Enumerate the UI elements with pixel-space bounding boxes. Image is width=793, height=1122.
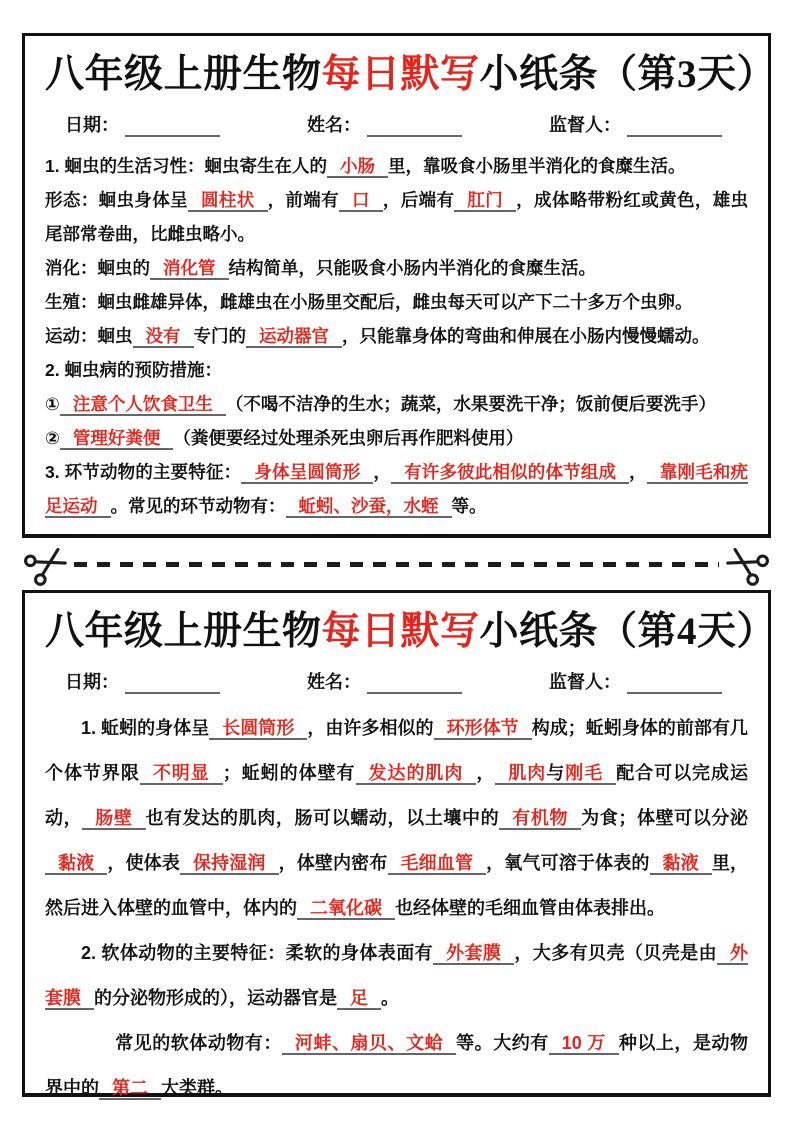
text-run: 。常见的环节动物有：: [110, 495, 286, 516]
answer-text: 消化管: [163, 257, 216, 278]
cut-line: [74, 562, 719, 567]
paragraph: [45, 251, 748, 285]
answer-text: 刚毛: [565, 762, 604, 783]
text-run: ，前端有: [267, 189, 340, 210]
text-run: 1. 蛔虫的生活习性：蛔虫寄生在人的: [45, 155, 327, 176]
scissors-icon: [715, 533, 777, 595]
fill-in-blank-answer: [99, 1078, 161, 1100]
day3-title: [45, 52, 777, 99]
answer-text: 小肠: [339, 155, 375, 176]
text-run: 常见的软体动物有：: [115, 1032, 282, 1053]
day4-body: [45, 706, 748, 1111]
answer-text: 长圆筒形: [222, 717, 295, 738]
answer-text: 二氧化碳: [310, 897, 382, 918]
paragraph: [45, 421, 748, 455]
text-run: 1. 蚯蚓的身体呈: [81, 717, 210, 738]
day3-fields-row: [45, 109, 748, 137]
fill-in-blank-answer: [286, 496, 452, 518]
fill-in-blank-answer: [388, 853, 487, 875]
text-run: 。: [381, 987, 399, 1008]
day4-card: [22, 590, 777, 1098]
fill-in-blank-answer: [60, 394, 226, 416]
fill-in-blank-answer: [650, 853, 712, 875]
title-suffix: 小纸条（第4天）: [479, 610, 777, 653]
field-date: [65, 668, 220, 694]
title-highlight: 每日默写: [321, 53, 480, 96]
fill-in-blank-answer: [327, 156, 388, 178]
fill-in-blank-answer: [133, 326, 194, 348]
fill-in-blank-answer: [391, 462, 629, 484]
text-run: 也有发达的肌肉，肠可以蠕动，以土壤中的: [145, 807, 500, 828]
text-run: 运动：蛔虫: [45, 325, 133, 346]
text-run: ；蚯蚓的体壁有: [222, 762, 356, 783]
answer-text: 运动器官: [259, 325, 329, 346]
field-label: 姓名：: [307, 114, 361, 135]
fill-in-blank-answer: [140, 763, 223, 785]
field-blank: [627, 674, 722, 694]
paragraph: [45, 1021, 748, 1111]
answer-text: 发达的肌肉: [368, 762, 464, 783]
answer-text: 肛门: [467, 189, 504, 210]
scissors-icon: [16, 533, 78, 595]
paragraph: [45, 387, 748, 421]
fill-in-blank-answer: [433, 943, 514, 965]
fill-in-blank-answer: [180, 853, 279, 875]
day4-fields-row: [45, 666, 748, 694]
fill-in-blank-answer: [82, 808, 145, 830]
answer-text: 黏液: [662, 852, 699, 873]
text-run: 消化：蛔虫的: [45, 257, 150, 278]
field-date: [65, 111, 220, 137]
text-run: 形态：蛔虫身体呈: [45, 189, 188, 210]
answer-text: 保持湿润: [192, 852, 266, 873]
text-run: ，由许多相似的: [307, 717, 434, 738]
fill-in-blank-answer: [188, 190, 268, 212]
answer-text: 肠壁: [95, 807, 133, 828]
day3-card: [22, 33, 777, 538]
fill-in-blank-answer: [282, 1033, 456, 1055]
paragraph: [45, 706, 748, 931]
fill-in-blank-answer: [297, 898, 395, 920]
text-run: 的分泌物形成的），运动器官是: [94, 987, 337, 1008]
field-blank: [367, 674, 462, 694]
answer-text: 第二: [112, 1077, 148, 1098]
field-name: [307, 111, 462, 137]
text-run: 为食；体壁可以分泌: [581, 807, 749, 828]
fill-in-blank-answer: [246, 326, 342, 348]
answer-text: 圆柱状: [200, 189, 255, 210]
day3-body: [45, 149, 748, 523]
field-label: 日期：: [65, 671, 119, 692]
field-label: 日期：: [65, 114, 119, 135]
text-run: 大类群。: [161, 1077, 233, 1098]
text-run: 里，然后进入体壁的血管中，体内的: [45, 852, 748, 918]
paragraph: [45, 183, 748, 251]
paragraph: [45, 149, 748, 183]
text-run: 等。: [451, 495, 487, 516]
answer-text: 靠刚毛和疣足运动: [45, 461, 749, 516]
text-run: 3. 环节动物的主要特征：: [45, 461, 242, 482]
paragraph: [45, 285, 748, 319]
fill-in-blank-answer: [549, 1033, 619, 1055]
fill-in-blank-answer: [454, 190, 516, 212]
text-run: ①: [45, 393, 60, 414]
answer-connector: 与: [546, 762, 566, 783]
answer-text: 河蚌、扇贝、文蛤: [294, 1032, 444, 1053]
answer-text: 口: [352, 189, 370, 210]
answer-text: 不明显: [152, 762, 210, 783]
fill-in-blank-answer: [495, 763, 616, 785]
answer-text: 环形体节: [446, 717, 519, 738]
text-run: 等。大约有: [456, 1032, 549, 1053]
answer-text: 管理好粪便: [72, 427, 161, 448]
fill-in-blank-answer: [241, 462, 373, 484]
answer-text: 注意个人饮食卫生: [72, 393, 213, 414]
answer-text: 黏液: [58, 852, 95, 873]
answer-text: 有许多彼此相似的体节组成: [404, 461, 617, 482]
text-run: ，大多有贝壳（贝壳是由: [514, 942, 718, 963]
fill-in-blank-answer: [339, 190, 383, 212]
text-run: ，成体略带粉红或黄色，雄虫尾部常卷曲，比雌虫略小。: [45, 189, 749, 244]
answer-text: 外套膜: [45, 942, 749, 1008]
paragraph: [45, 931, 748, 1021]
answer-text: 10 万: [561, 1032, 606, 1053]
paragraph: [45, 319, 748, 353]
field-blank: [125, 117, 220, 137]
text-run: ②: [45, 427, 60, 448]
day4-title: [45, 609, 777, 656]
text-run: 构成；蚯蚓身体的前部有几个体节界限: [45, 717, 749, 783]
text-run: 结构简单，只能吸食小肠内半消化的食糜生活。: [228, 257, 596, 278]
paragraph: [45, 353, 748, 387]
paragraph: [45, 455, 748, 523]
title-prefix: 八年级上册生物: [45, 610, 322, 653]
field-supervisor: [549, 111, 722, 137]
text-run: 也经体壁的毛细血管由体表排出。: [395, 897, 665, 918]
field-name: [307, 668, 462, 694]
answer-text: 毛细血管: [400, 852, 474, 873]
text-run: ，氧气可溶于体表的: [486, 852, 650, 873]
answer-text: 外套膜: [446, 942, 502, 963]
cut-divider: [22, 538, 771, 590]
fill-in-blank-answer: [45, 853, 107, 875]
field-blank: [627, 117, 722, 137]
answer-text: 身体呈圆筒形: [254, 461, 361, 482]
text-run: ，体壁内密布: [278, 852, 388, 873]
text-run: ，只能靠身体的弯曲和伸展在小肠内慢慢蠕动。: [342, 325, 710, 346]
fill-in-blank-answer: [60, 428, 174, 450]
text-run: ，后端有: [382, 189, 455, 210]
text-run: 种以上，是动物界中的: [45, 1032, 749, 1098]
answer-text: 蚯蚓、沙蚕，水蛭: [298, 495, 439, 516]
fill-in-blank-answer: [499, 808, 581, 830]
text-run: ，: [476, 762, 496, 783]
text-run: 里，靠吸食小肠里半消化的食糜生活。: [387, 155, 686, 176]
title-suffix: 小纸条（第3天）: [479, 53, 777, 96]
text-run: （粪便要经过处理杀死虫卵后再作肥料使用）: [173, 427, 524, 448]
text-run: 2. 软体动物的主要特征：柔软的身体表面有: [81, 942, 434, 963]
text-run: ，使体表: [107, 852, 180, 873]
field-label: 姓名：: [307, 671, 361, 692]
field-supervisor: [549, 668, 722, 694]
field-blank: [125, 674, 220, 694]
answer-text: 没有: [145, 325, 181, 346]
title-highlight: 每日默写: [321, 610, 480, 653]
title-prefix: 八年级上册生物: [45, 53, 322, 96]
text-run: 生殖：蛔虫雌雄异体，雌雄虫在小肠里交配后，雌虫每天可以产下二十多万个虫卵。: [45, 291, 693, 312]
text-run: 专门的: [193, 325, 246, 346]
field-label: 监督人：: [549, 114, 621, 135]
fill-in-blank-answer: [150, 258, 229, 280]
text-run: （不喝不洁净的生水；蔬菜，水果要洗干净；饭前便后要洗手）: [225, 393, 716, 414]
fill-in-blank-answer: [209, 718, 307, 740]
fill-in-blank-answer: [434, 718, 532, 740]
text-run: ，: [373, 461, 392, 482]
answer-text: 有机物: [512, 807, 569, 828]
field-label: 监督人：: [549, 671, 621, 692]
answer-text: 肌肉: [508, 762, 547, 783]
text-run: 2. 蛔虫病的预防措施：: [45, 359, 222, 380]
field-blank: [367, 117, 462, 137]
text-run: ，: [629, 461, 647, 482]
text-run: 配合可以完成运动，: [45, 762, 748, 828]
answer-text: 足: [350, 987, 368, 1008]
fill-in-blank-answer: [356, 763, 477, 785]
fill-in-blank-answer: [337, 988, 381, 1010]
